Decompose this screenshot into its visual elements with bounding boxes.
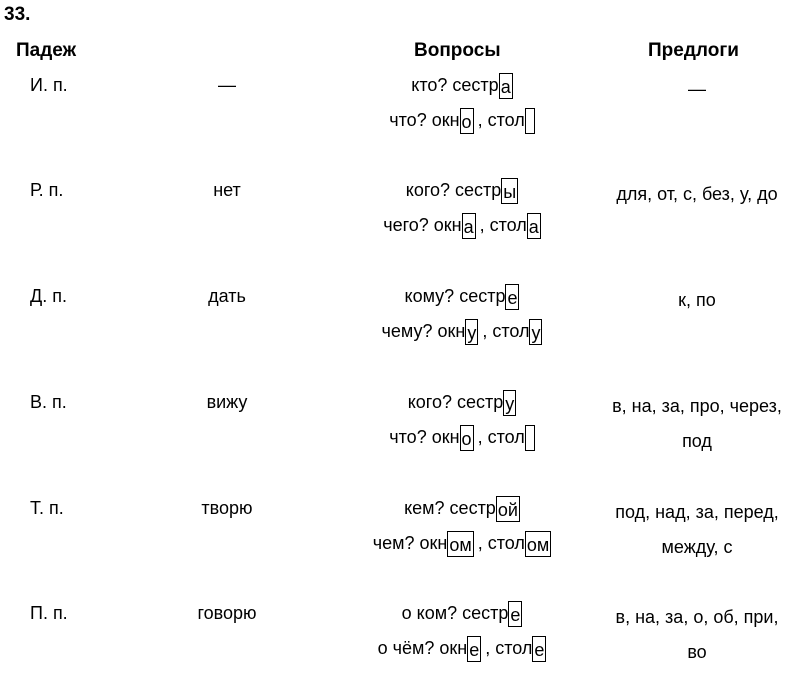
ending-box: у bbox=[503, 390, 516, 416]
question-line-2 bbox=[342, 319, 582, 345]
header-prepositions: Предлоги bbox=[648, 40, 739, 61]
prepositions-line-1: для, от, с, без, у, до bbox=[616, 184, 778, 204]
case-name: В. п. bbox=[30, 392, 67, 412]
question-text: , стол bbox=[477, 426, 525, 447]
question-line-2 bbox=[342, 213, 582, 239]
helper-word: нет bbox=[213, 180, 241, 200]
prepositions-line-1: под, над, за, перед, bbox=[615, 502, 779, 522]
header-case: Падеж bbox=[16, 40, 77, 61]
ending-box: у bbox=[465, 319, 478, 345]
question-text: кого? сестр bbox=[407, 391, 504, 412]
question-text: , стол bbox=[477, 109, 525, 130]
question-line-2 bbox=[342, 108, 582, 134]
question-text: кем? сестр bbox=[404, 497, 496, 518]
question-line-1 bbox=[342, 390, 582, 416]
ending-box: а bbox=[462, 213, 476, 239]
ending-box: е bbox=[467, 636, 481, 662]
question-text: кому? сестр bbox=[404, 285, 506, 306]
case-name: И. п. bbox=[30, 75, 68, 95]
question-text: , стол bbox=[479, 214, 527, 235]
question-line-2 bbox=[342, 531, 582, 557]
question-text: что? окн bbox=[389, 109, 460, 130]
question-line-1 bbox=[342, 73, 582, 99]
ending-box: о bbox=[460, 108, 474, 134]
question-text: чего? окн bbox=[383, 214, 462, 235]
question-text: чему? окн bbox=[381, 320, 466, 341]
question-text: о ком? сестр bbox=[401, 602, 509, 623]
helper-word: творю bbox=[201, 498, 253, 518]
ending-box: а bbox=[499, 73, 513, 99]
question-line-2 bbox=[342, 636, 582, 662]
prepositions-line-2: во bbox=[687, 642, 707, 662]
helper-word: дать bbox=[208, 286, 246, 306]
case-name: Т. п. bbox=[30, 498, 64, 518]
ending-box: ы bbox=[501, 178, 518, 204]
helper-word: говорю bbox=[197, 603, 257, 623]
question-line-2 bbox=[342, 425, 582, 451]
question-line-1 bbox=[342, 284, 582, 310]
header-questions: Вопросы bbox=[414, 40, 501, 61]
helper-word: — bbox=[218, 75, 236, 95]
question-text: , стол bbox=[477, 532, 525, 553]
ending-box bbox=[525, 108, 535, 134]
ending-box: у bbox=[529, 319, 542, 345]
question-line-1 bbox=[342, 178, 582, 204]
question-text: кто? сестр bbox=[411, 74, 499, 95]
question-text: , стол bbox=[482, 320, 530, 341]
ending-box: ой bbox=[496, 496, 520, 522]
task-number: 33. bbox=[4, 4, 31, 25]
prepositions-line-2: между, с bbox=[661, 537, 733, 557]
prepositions-line-2: под bbox=[682, 431, 712, 451]
case-name: Р. п. bbox=[30, 180, 64, 200]
prepositions-line-1: к, по bbox=[678, 290, 716, 310]
question-text: о чём? окн bbox=[377, 637, 468, 658]
ending-box: е bbox=[505, 284, 519, 310]
ending-box: ом bbox=[525, 531, 551, 557]
question-text: , стол bbox=[485, 637, 533, 658]
ending-box: а bbox=[527, 213, 541, 239]
prepositions-line-1: в, на, за, о, об, при, bbox=[615, 607, 779, 627]
question-line-1 bbox=[342, 496, 582, 522]
ending-box: е bbox=[508, 601, 522, 627]
case-name: П. п. bbox=[30, 603, 68, 623]
prepositions-line-1: — bbox=[688, 79, 706, 99]
question-text: что? окн bbox=[389, 426, 460, 447]
question-text: кого? сестр bbox=[405, 179, 502, 200]
case-name: Д. п. bbox=[30, 286, 67, 306]
helper-word: вижу bbox=[206, 392, 248, 412]
prepositions-line-1: в, на, за, про, через, bbox=[612, 396, 782, 416]
ending-box: е bbox=[532, 636, 546, 662]
question-text: чем? окн bbox=[372, 532, 448, 553]
question-line-1 bbox=[342, 601, 582, 627]
ending-box: о bbox=[460, 425, 474, 451]
ending-box: ом bbox=[447, 531, 473, 557]
ending-box bbox=[525, 425, 535, 451]
